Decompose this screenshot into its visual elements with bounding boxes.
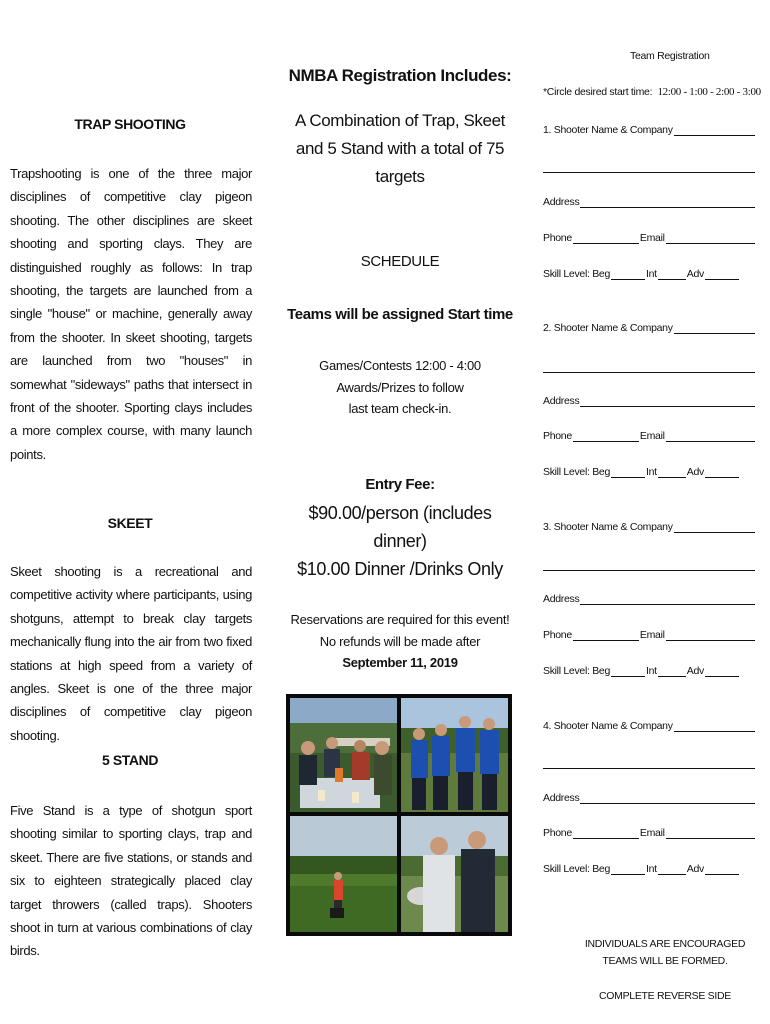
circle-time-label: *Circle desired start time: (543, 86, 653, 98)
five-stand-text: Five Stand is a type of shotgun sport shooting similar to sporting clays, trap and skeet. There are five stations, or stands and six to eighteen strategically placed clay target throwers (called traps). Shooters shoot in turn at various combinations of clay birds. (10, 803, 252, 959)
reservation-deadline: September 11, 2019 (342, 655, 458, 670)
address-label: Address (543, 593, 580, 605)
shooter-1-extra-line[interactable] (543, 172, 755, 173)
shooter-1-skill-field[interactable] (543, 268, 755, 280)
phone-label: Phone (543, 629, 572, 641)
skill-int-label: Int (646, 863, 657, 875)
trap-shooting-heading: TRAP SHOOTING (74, 116, 186, 132)
photo-team-in-blue (401, 698, 508, 812)
fee-line: $10.00 Dinner /Drinks Only (297, 559, 503, 579)
shooter-4-name-field[interactable] (543, 720, 755, 732)
reservation-line: Reservations are required for this event! (290, 612, 510, 627)
skill-int-label: Int (646, 268, 657, 280)
shooter-label: 2. Shooter Name & Company (543, 322, 673, 334)
address-label: Address (543, 792, 580, 804)
notice-line: TEAMS WILL BE FORMED. (602, 955, 728, 967)
shooter-3-address-field[interactable] (543, 593, 755, 605)
photo-group-at-table (290, 698, 397, 812)
skill-beg-label: Skill Level: Beg (543, 665, 610, 677)
shooter-2-skill-field[interactable] (543, 466, 755, 478)
combination-description (285, 107, 515, 191)
shooter-1-address-field[interactable] (543, 196, 755, 208)
shooter-3-name-field[interactable] (543, 521, 755, 533)
schedule-heading: SCHEDULE (360, 253, 440, 270)
skill-adv-label: Adv (686, 665, 704, 677)
email-label: Email (639, 430, 665, 442)
entry-fee-heading: Entry Fee: (365, 476, 435, 493)
combination-line: A Combination of Trap, Skeet (295, 111, 505, 130)
games-line: Games/Contests 12:00 - 4:00 (319, 358, 481, 373)
phone-label: Phone (543, 232, 572, 244)
shooter-2-phone-email-field[interactable] (543, 430, 755, 442)
shooter-label: 1. Shooter Name & Company (543, 124, 673, 136)
start-time-options[interactable]: 12:00 - 1:00 - 2:00 - 3:00 (657, 86, 761, 98)
registration-includes-title: NMBA Registration Includes: (288, 66, 512, 85)
games-line: Awards/Prizes to follow (336, 379, 464, 395)
games-schedule (285, 355, 515, 420)
shooter-label: 4. Shooter Name & Company (543, 720, 673, 732)
reservation-line: No refunds will be made after (319, 633, 481, 649)
photo-shooter-in-field (290, 816, 397, 932)
address-label: Address (543, 196, 580, 208)
address-label: Address (543, 395, 580, 407)
shooter-1-name-field[interactable] (543, 124, 755, 136)
trap-shooting-text: Trapshooting is one of the three major disciplines of competitive clay pigeon shooting. The other disciplines are skeet shooting and sporting clays. They are distinguished roughly as follows: In trap shooting, the targets are launched from a single "house" or machine, generally away from the shooter. In skeet shooting, targets are launched from two "houses" in somewhat "sideways" paths that intersect in front of the shooter. Sporting clays includes a more complex course, with many launch points. (10, 166, 252, 462)
combination-line: and 5 Stand with a total of 75 (295, 139, 505, 158)
shooter-2-name-field[interactable] (543, 322, 755, 334)
complete-reverse-side: COMPLETE REVERSE SIDE (599, 990, 731, 1002)
skeet-text: Skeet shooting is a recreational and competitive activity where participants, using shotguns, attempt to break clay targets mechanically flung into the air from two fixed stations at high speed from a variety of angles. Skeet is one of the three major disciplines of competitive clay pigeon shooting. (10, 564, 252, 743)
notice-line: INDIVIDUALS ARE ENCOURAGED (584, 938, 746, 950)
fee-line: $90.00/person (includes dinner) (308, 503, 492, 551)
skill-beg-label: Skill Level: Beg (543, 863, 610, 875)
shooter-3-extra-line[interactable] (543, 570, 755, 571)
combination-line: targets (375, 167, 425, 186)
phone-label: Phone (543, 430, 572, 442)
reservation-notice (285, 609, 515, 674)
email-label: Email (639, 827, 665, 839)
five-stand-heading: 5 STAND (101, 752, 159, 768)
entry-fee-prices (285, 499, 515, 583)
shooter-2-address-field[interactable] (543, 395, 755, 407)
email-label: Email (639, 629, 665, 641)
start-time-selector (543, 86, 761, 98)
shooter-label: 3. Shooter Name & Company (543, 521, 673, 533)
shooter-3-skill-field[interactable] (543, 665, 755, 677)
shooter-4-extra-line[interactable] (543, 768, 755, 769)
individuals-notice (560, 936, 770, 970)
skill-int-label: Int (646, 665, 657, 677)
email-label: Email (639, 232, 665, 244)
photo-two-men (401, 816, 508, 932)
skill-int-label: Int (646, 466, 657, 478)
shooter-4-phone-email-field[interactable] (543, 827, 755, 839)
shooter-3-phone-email-field[interactable] (543, 629, 755, 641)
phone-label: Phone (543, 827, 572, 839)
shooter-2-extra-line[interactable] (543, 372, 755, 373)
teams-start-time: Teams will be assigned Start time (287, 306, 513, 323)
team-registration-header: Team Registration (630, 50, 710, 62)
shooter-4-skill-field[interactable] (543, 863, 755, 875)
skill-beg-label: Skill Level: Beg (543, 268, 610, 280)
skill-adv-label: Adv (686, 466, 704, 478)
event-photo-collage (286, 694, 512, 936)
skill-adv-label: Adv (686, 863, 704, 875)
skill-adv-label: Adv (686, 268, 704, 280)
shooter-1-phone-email-field[interactable] (543, 232, 755, 244)
shooter-4-address-field[interactable] (543, 792, 755, 804)
games-line: last team check-in. (348, 401, 452, 416)
skeet-heading: SKEET (107, 515, 153, 531)
skill-beg-label: Skill Level: Beg (543, 466, 610, 478)
